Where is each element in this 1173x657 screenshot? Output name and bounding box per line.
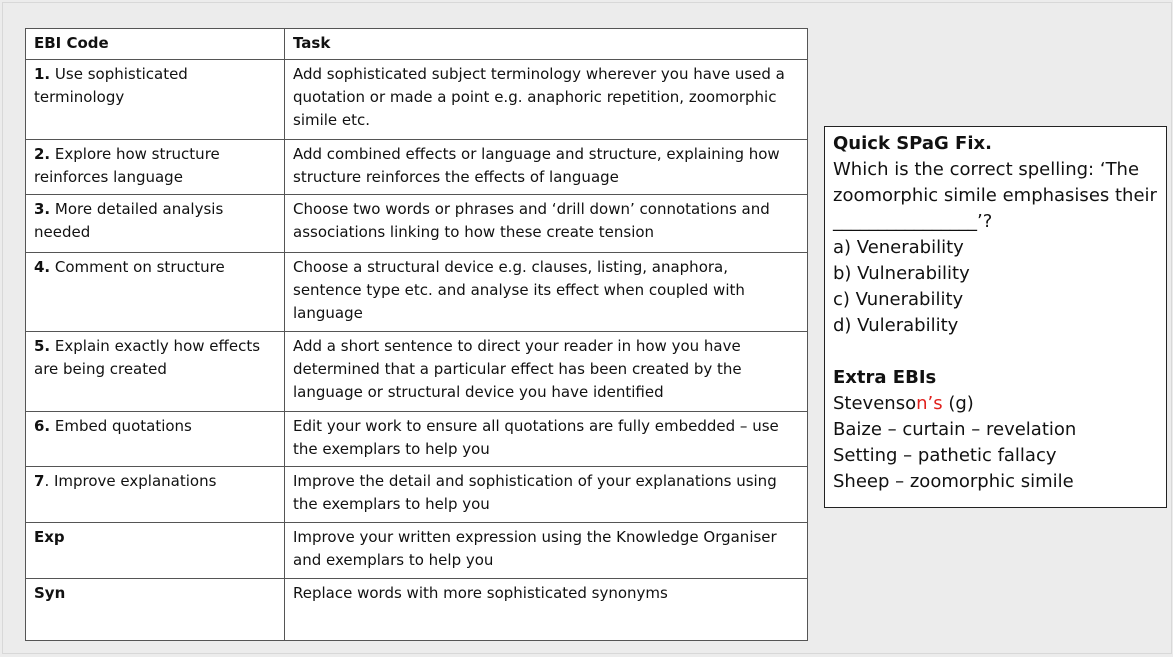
task-cell: Add combined effects or language and structure, explaining how structure reinforces the effects of language [285, 140, 808, 195]
spag-option: c) Vunerability [833, 289, 964, 310]
spacer [833, 339, 1158, 365]
table-row [26, 195, 808, 253]
ebi-number: 7 [34, 472, 45, 490]
ebi-code-text: Use sophisticated terminology [34, 65, 188, 106]
ebi-number: 4. [34, 258, 51, 276]
task-cell: Add sophisticated subject terminology wherever you have used a quotation or made a point e.g. anaphoric repetition, zoomorphic simile etc. [285, 60, 808, 140]
stevenson-text: Stevenso [833, 393, 917, 414]
table-row [26, 140, 808, 195]
ebi-code-cell [26, 332, 285, 412]
ebi-code-cell [26, 523, 285, 579]
ebi-code-text: Comment on structure [50, 258, 225, 276]
task-cell: Edit your work to ensure all quotations are fully embedded – use the exemplars to help you [285, 412, 808, 467]
spag-question-blank: ________________’? [833, 211, 993, 232]
ebi-code-cell [26, 140, 285, 195]
table-header-row [26, 29, 808, 60]
table-row [26, 412, 808, 467]
header-ebi-code: EBI Code [26, 29, 285, 60]
ebi-code-text: Explore how structure reinforces language [34, 145, 220, 186]
ebi-code-text: Embed quotations [50, 417, 192, 435]
extra-item: Setting – pathetic fallacy [833, 445, 1057, 466]
ebi-code-text: . Improve explanations [44, 472, 217, 490]
task-cell: Choose two words or phrases and ‘drill down’ connotations and associations linking to how these create tension [285, 195, 808, 253]
ebi-number: Syn [34, 584, 66, 602]
table-row [26, 60, 808, 140]
table-row [26, 523, 808, 579]
ebi-code-text: More detailed analysis needed [34, 200, 224, 241]
task-cell: Choose a structural device e.g. clauses, listing, anaphora, sentence type etc. and analyse its effect when coupled with language [285, 253, 808, 332]
ebi-code-cell [26, 412, 285, 467]
slide [2, 2, 1172, 654]
ebi-code-cell [26, 579, 285, 641]
task-cell: Add a short sentence to direct your reader in how you have determined that a particular effect has been created by the language or structural device you have identified [285, 332, 808, 412]
ebi-number: 6. [34, 417, 51, 435]
stevenson-highlight: n’s [916, 393, 943, 414]
ebi-code-cell [26, 467, 285, 523]
extra-item: Sheep – zoomorphic simile [833, 471, 1074, 492]
spag-option: a) Venerability [833, 237, 964, 258]
spag-option: d) Vulerability [833, 315, 959, 336]
table-row [26, 253, 808, 332]
extra-ebis-title: Extra EBIs [833, 367, 937, 388]
table-row [26, 467, 808, 523]
spag-title: Quick SPaG Fix. [833, 133, 992, 154]
ebi-number: 1. [34, 65, 51, 83]
spag-question-text: Which is the correct spelling: ‘The zoomorphic simile emphasises their [833, 159, 1157, 206]
extra-item-stevenson [833, 391, 1158, 417]
ebi-table [25, 28, 808, 641]
ebi-code-text: Explain exactly how effects are being created [34, 337, 261, 378]
ebi-number: 5. [34, 337, 51, 355]
table-row [26, 579, 808, 641]
table-row [26, 332, 808, 412]
spag-box [824, 126, 1167, 508]
task-cell: Improve the detail and sophistication of your explanations using the exemplars to help you [285, 467, 808, 523]
ebi-number: 3. [34, 200, 51, 218]
spag-question [833, 157, 1158, 235]
task-cell: Replace words with more sophisticated synonyms [285, 579, 808, 641]
task-cell: Improve your written expression using the Knowledge Organiser and exemplars to help you [285, 523, 808, 579]
spag-option: b) Vulnerability [833, 263, 970, 284]
ebi-code-cell [26, 253, 285, 332]
ebi-code-cell [26, 60, 285, 140]
ebi-number: Exp [34, 528, 65, 546]
stevenson-tail: (g) [942, 393, 974, 414]
ebi-number: 2. [34, 145, 51, 163]
header-task: Task [285, 29, 808, 60]
extra-item: Baize – curtain – revelation [833, 419, 1077, 440]
ebi-code-cell [26, 195, 285, 253]
